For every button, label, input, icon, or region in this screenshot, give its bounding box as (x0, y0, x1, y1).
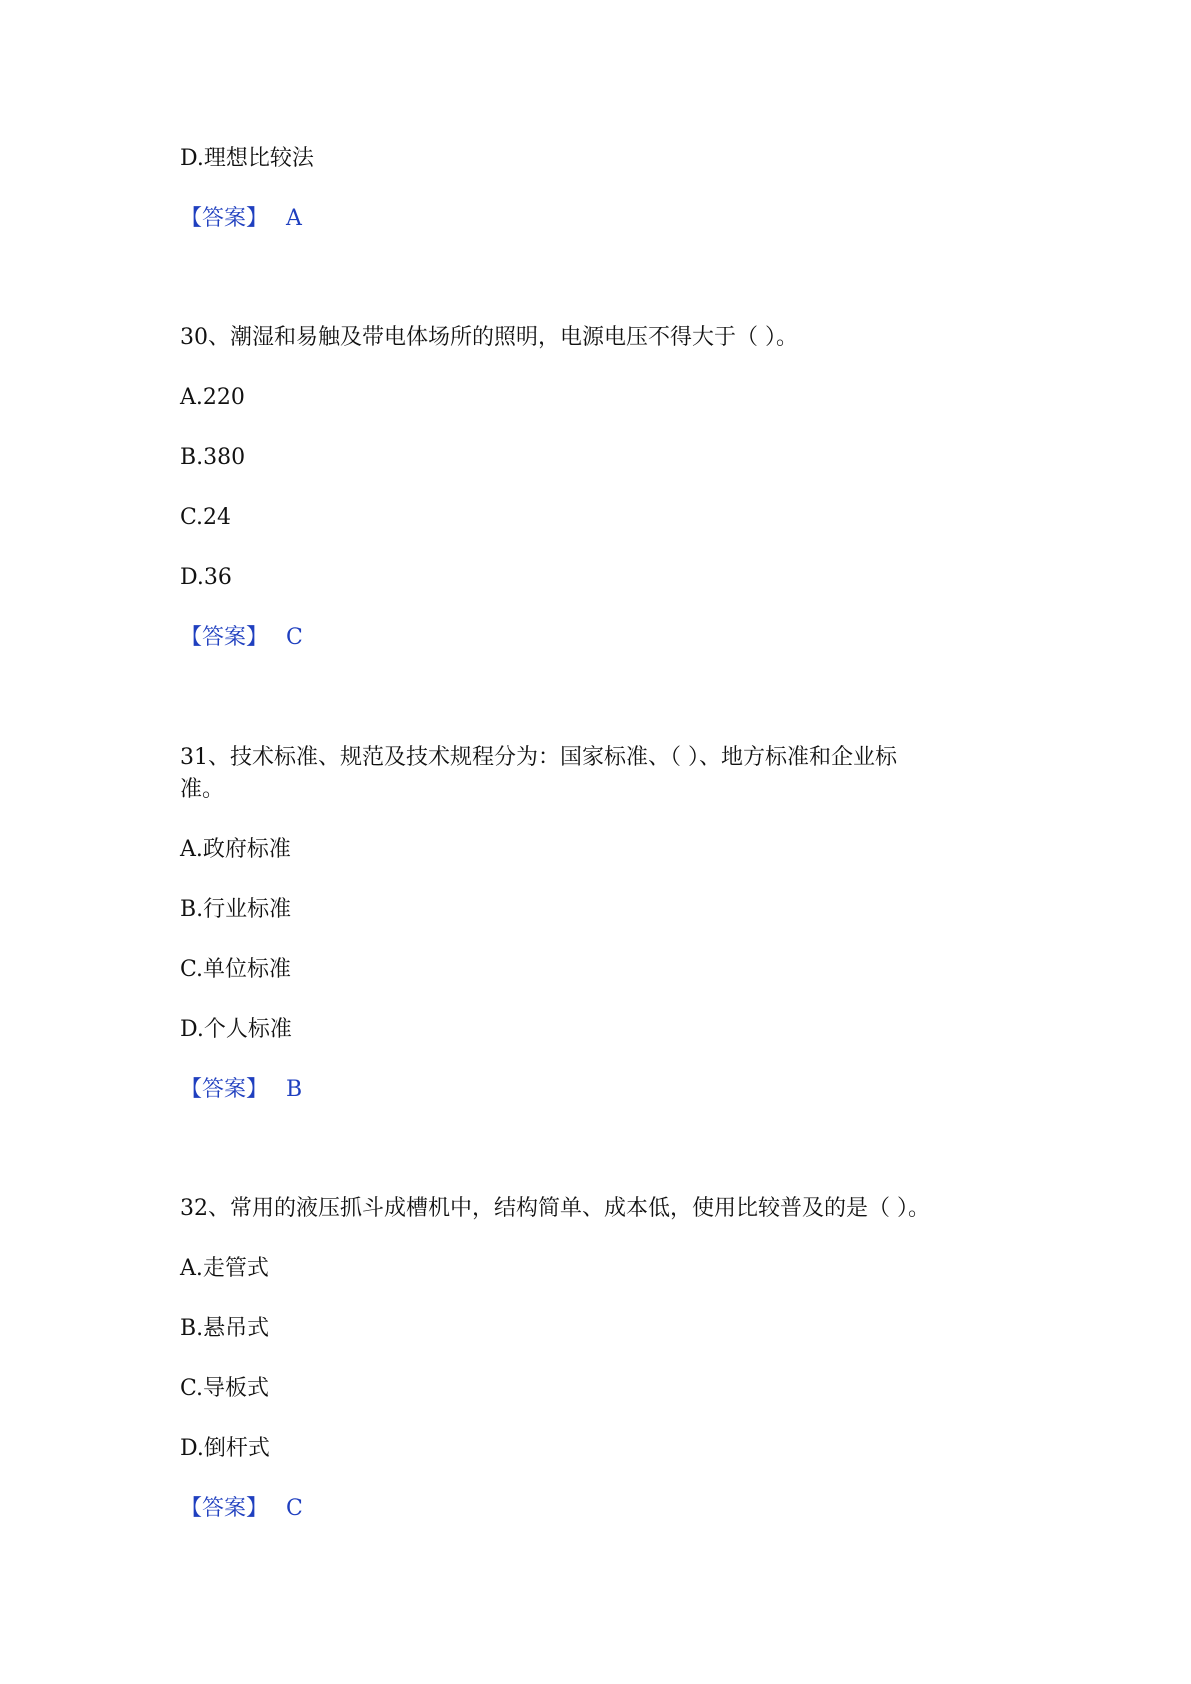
answer-label: 【答案】 (180, 625, 269, 650)
option-30-b: B.380 (180, 445, 246, 470)
answer-value: C (286, 1496, 303, 1521)
answer-30 (180, 622, 303, 654)
answer-label: 【答案】 (180, 206, 269, 231)
option-32-d: D.倒杆式 (180, 1436, 270, 1461)
answer-29 (180, 203, 302, 235)
option-29-d: D.理想比较法 (180, 146, 314, 171)
question-31-line-1: 31、技术标准、规范及技术规程分为：国家标准、（ ）、地方标准和企业标 (180, 745, 897, 770)
answer-label: 【答案】 (180, 1496, 269, 1521)
option-30-d: D.36 (180, 565, 232, 590)
answer-32 (180, 1493, 303, 1525)
option-30-c: C.24 (180, 505, 232, 530)
answer-31 (180, 1074, 302, 1106)
option-30-a: A.220 (180, 385, 245, 410)
option-32-b: B.悬吊式 (180, 1316, 270, 1341)
question-32: 32、常用的液压抓斗成槽机中，结构简单、成本低，使用比较普及的是（ ）。 (180, 1196, 930, 1221)
answer-value: A (286, 206, 302, 231)
option-31-a: A.政府标准 (180, 837, 291, 862)
option-31-c: C.单位标准 (180, 957, 292, 982)
option-32-a: A.走管式 (180, 1256, 269, 1281)
question-30: 30、潮湿和易触及带电体场所的照明，电源电压不得大于（ ）。 (180, 325, 798, 350)
option-31-d: D.个人标准 (180, 1017, 292, 1042)
answer-value: C (286, 625, 303, 650)
option-31-b: B.行业标准 (180, 897, 292, 922)
option-32-c: C.导板式 (180, 1376, 270, 1401)
question-31-line-2: 准。 (180, 777, 225, 802)
answer-value: B (286, 1077, 303, 1102)
answer-label: 【答案】 (180, 1077, 269, 1102)
